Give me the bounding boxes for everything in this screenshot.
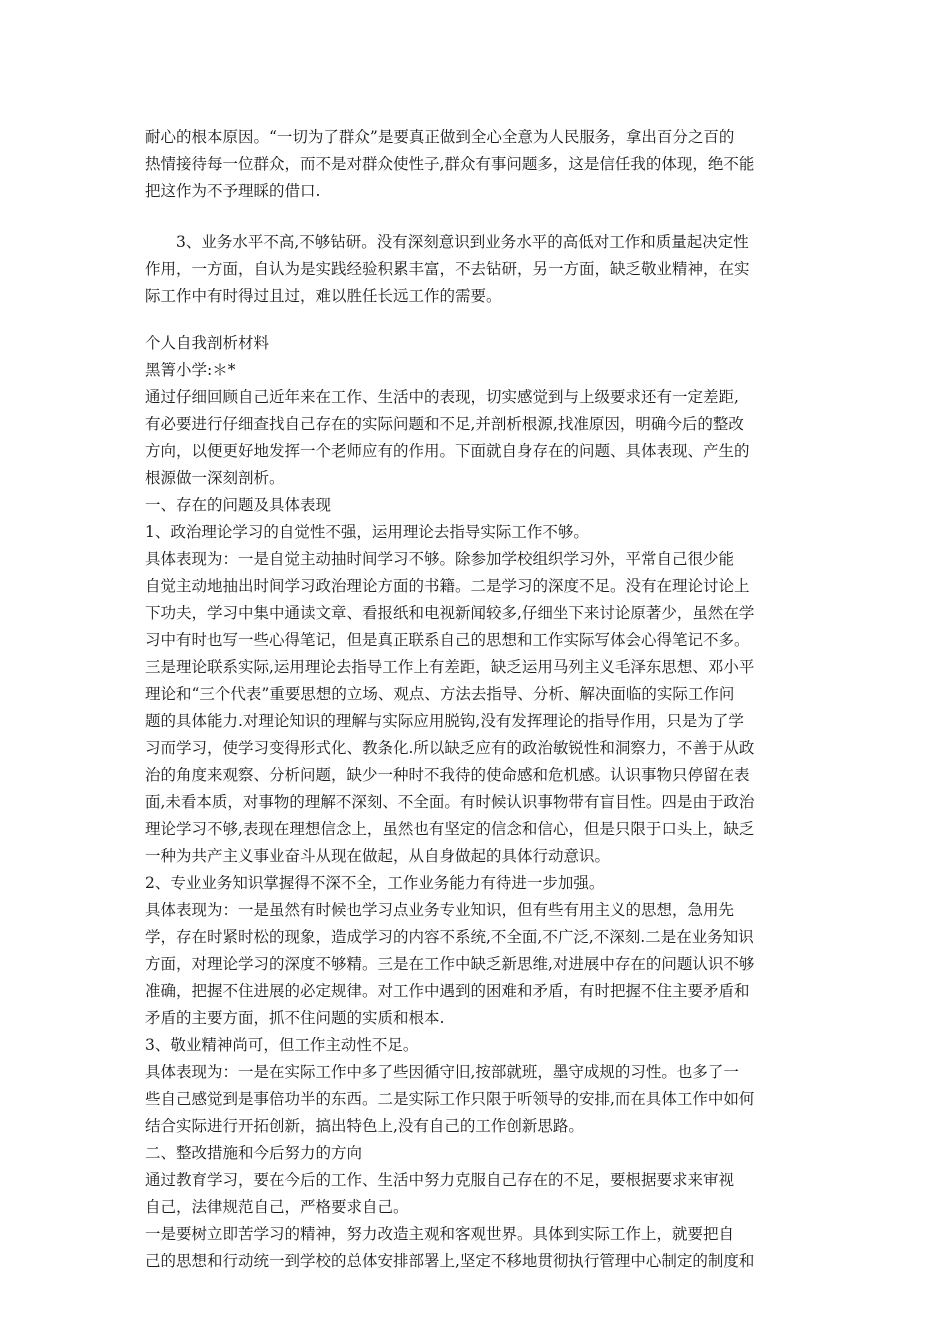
text-line: 理论学习不够,表现在理想信念上，虽然也有坚定的信念和信心，但是只限于口头上，缺乏	[145, 820, 755, 838]
text-line: 一是要树立即苦学习的精神，努力改造主观和客观世界。具体到实际工作上，就要把自	[145, 1225, 735, 1243]
text-line: 准确，把握不住进展的必定规律。对工作中遇到的困难和矛盾，有时把握不住主要矛盾和	[145, 982, 750, 1000]
text-line: 际工作中有时得过且过，难以胜任长远工作的需要。	[145, 287, 502, 305]
document-title: 个人自我剖析材料	[145, 334, 270, 352]
text-line: 自己，法律规范自己，严格要求自己。	[145, 1198, 409, 1216]
text-line: 根源做一深刻剖析。	[145, 469, 285, 487]
text-line: 题的具体能力.对理论知识的理解与实际应用脱钩,没有发挥理论的指导作用，只是为了学	[145, 712, 744, 730]
text-line: 习而学习，使学习变得形式化、教条化.所以缺乏应有的政治敏锐性和洞察力，不善于从政	[145, 739, 755, 757]
text-line: 黑箐小学:＊*	[145, 361, 236, 379]
text-line: 有必要进行仔细查找自己存在的实际问题和不足,并剖析根源,找准原因，明确今后的整改	[145, 415, 744, 433]
text-line: 具体表现为：一是自觉主动抽时间学习不够。除参加学校组织学习外，平常自己很少能	[145, 550, 735, 568]
intro-paragraph	[145, 124, 815, 205]
text-line: 二、整改措施和今后努力的方向	[145, 1144, 363, 1162]
text-line: 己的思想和行动统一到学校的总体安排部署上,坚定不移地贯彻执行管理中心制定的制度和	[145, 1252, 755, 1270]
text-line: 3、业务水平不高,不够钻研。没有深刻意识到业务水平的高低对工作和质量起决定性	[145, 233, 749, 251]
text-line: 作用，一方面，自认为是实践经验积累丰富，不去钻研，另一方面，缺乏敬业精神，在实	[145, 260, 750, 278]
text-line: 结合实际进行开拓创新，搞出特色上,没有自己的工作创新思路。	[145, 1117, 584, 1135]
text-line: 方向，以便更好地发挥一个老师应有的作用。下面就自身存在的问题、具体表现、产生的	[145, 442, 750, 460]
text-line: 通过教育学习，要在今后的工作、生活中努力克服自己存在的不足，要根据要求来审视	[145, 1171, 735, 1189]
text-line: 些自己感觉到是事倍功半的东西。二是实际工作只限于听领导的安排,而在具体工作中如何	[145, 1090, 755, 1108]
text-line: 学，存在时紧时松的现象，造成学习的内容不系统,不全面,不广泛,不深刻.二是在业务知识	[145, 928, 754, 946]
text-line: 治的角度来观察、分析问题，缺少一种时不我待的使命感和危机感。认识事物只停留在表	[145, 766, 750, 784]
text-line: 耐心的根本原因。“一切为了群众”是要真正做到全心全意为人民服务，拿出百分之百的	[145, 128, 735, 146]
self-analysis-section	[145, 330, 815, 1275]
text-line: 把这作为不予理睬的借口.	[145, 182, 321, 200]
text-line: 习中有时也写一些心得笔记，但是真正联系自己的思想和工作实际写体会心得笔记不多。	[145, 631, 750, 649]
text-line: 热情接待每一位群众，而不是对群众使性子,群众有事问题多，这是信任我的体现，绝不能	[145, 155, 755, 173]
text-line: 方面，对理论学习的深度不够精。三是在工作中缺乏新思维,对进展中存在的问题认识不够	[145, 955, 755, 973]
point-3-paragraph	[145, 229, 815, 310]
text-line: 2、专业业务知识掌握得不深不全，工作业务能力有待进一步加强。	[145, 874, 605, 892]
text-line: 面,未看本质，对事物的理解不深刻、不全面。有时候认识事物带有盲目性。四是由于政治	[145, 793, 755, 811]
text-line: 1、政治理论学习的自觉性不强，运用理论去指导实际工作不够。	[145, 523, 589, 541]
text-line: 通过仔细回顾自己近年来在工作、生活中的表现，切实感觉到与上级要求还有一定差距,	[145, 388, 739, 406]
text-line: 具体表现为：一是虽然有时候也学习点业务专业知识，但有些有用主义的思想，急用先	[145, 901, 735, 919]
text-line: 理论和“三个代表”重要思想的立场、观点、方法去指导、分析、解决面临的实际工作问	[145, 685, 735, 703]
text-line: 自觉主动地抽出时间学习政治理论方面的书籍。二是学习的深度不足。没有在理论讨论上	[145, 577, 750, 595]
text-line: 三是理论联系实际,运用理论去指导工作上有差距，缺乏运用马列主义毛泽东思想、邓小平	[145, 658, 755, 676]
text-line: 一种为共产主义事业奋斗从现在做起，从自身做起的具体行动意识。	[145, 847, 611, 865]
text-line: 3、敬业精神尚可，但工作主动性不足。	[145, 1036, 419, 1054]
text-line: 矛盾的主要方面，抓不住问题的实质和根本.	[145, 1009, 445, 1027]
text-line: 下功夫，学习中集中通读文章、看报纸和电视新闻较多,仔细坐下来讨论原著少，虽然在学	[145, 604, 755, 622]
text-line: 一、存在的问题及具体表现	[145, 496, 332, 514]
text-line: 具体表现为：一是在实际工作中多了些因循守旧,按部就班，墨守成规的习性。也多了一	[145, 1063, 739, 1081]
